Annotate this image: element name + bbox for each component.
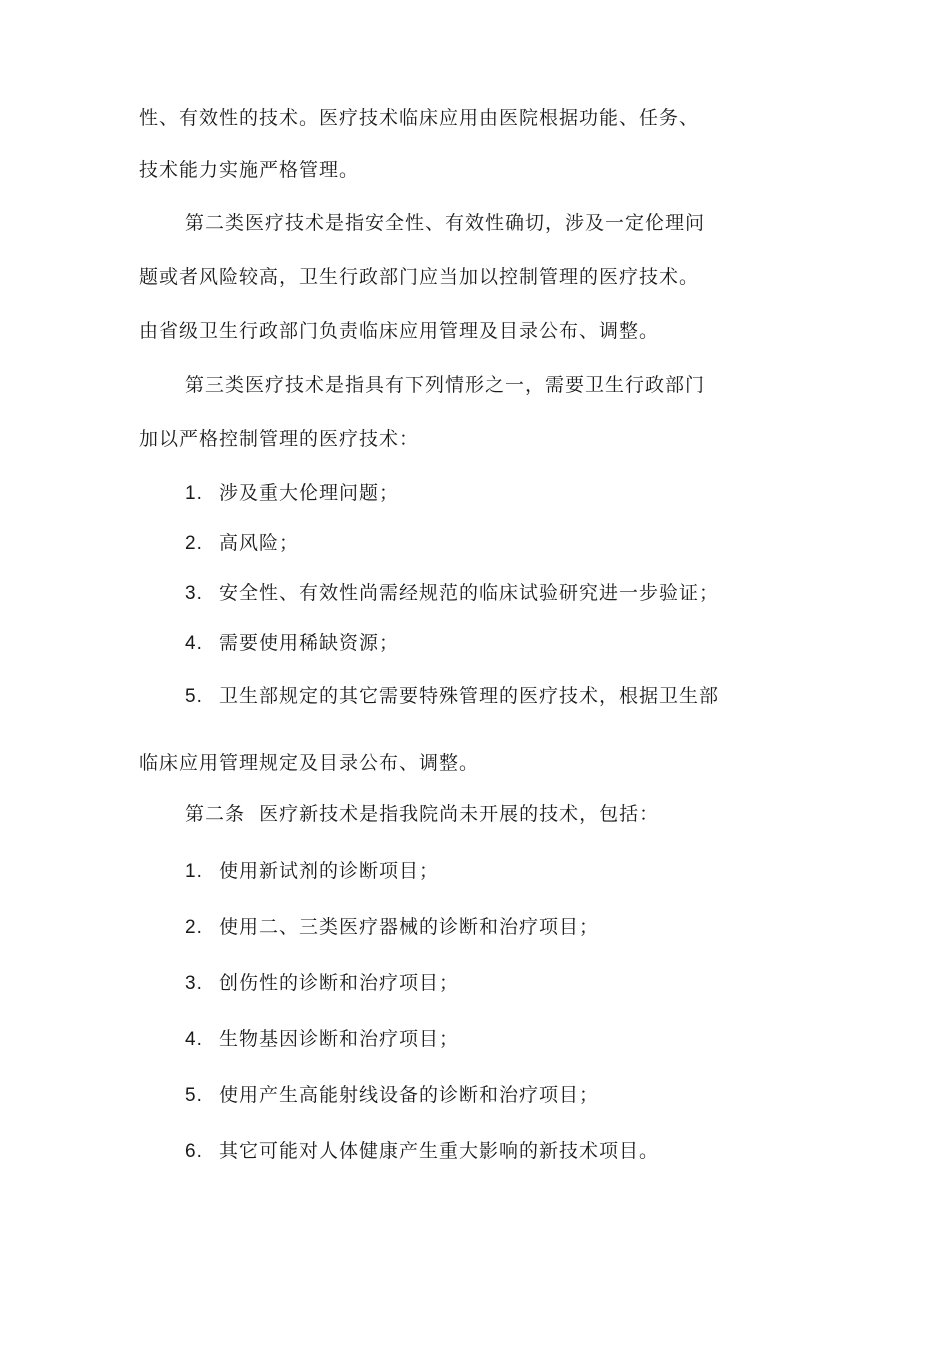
list-item-number: 4. <box>185 1029 203 1050</box>
list-item-text: 涉及重大伦理问题； <box>219 482 400 504</box>
list-item <box>185 531 299 556</box>
list-item-text: 使用新试剂的诊断项目； <box>219 860 440 882</box>
list-item <box>185 581 719 606</box>
list-item-number: 6. <box>185 1141 203 1162</box>
list-item-text: 使用产生高能射线设备的诊断和治疗项目； <box>219 1084 600 1106</box>
list-item-text: 使用二、三类医疗器械的诊断和治疗项目； <box>219 916 600 938</box>
article-2-heading: 第二条 医疗新技术是指我院尚未开展的技术，包括： <box>185 803 660 825</box>
list-item <box>185 1139 659 1164</box>
list-item-number: 3. <box>185 583 203 604</box>
paragraph-2-line-2: 题或者风险较高，卫生行政部门应当加以控制管理的医疗技术。 <box>139 266 700 288</box>
list-item-text: 创伤性的诊断和治疗项目； <box>219 972 460 994</box>
list-item-text: 其它可能对人体健康产生重大影响的新技术项目。 <box>219 1140 660 1162</box>
paragraph-3-tail: 临床应用管理规定及目录公布、调整。 <box>139 752 480 774</box>
paragraph-3-line-2: 加以严格控制管理的医疗技术： <box>139 428 420 450</box>
list-item-number: 4. <box>185 633 203 654</box>
paragraph-3-line-1: 第三类医疗技术是指具有下列情形之一，需要卫生行政部门 <box>185 374 706 396</box>
list-item <box>185 971 459 996</box>
list-item-number: 1. <box>185 483 203 504</box>
list-item <box>185 631 399 656</box>
list-item <box>185 859 439 884</box>
list-item-text: 安全性、有效性尚需经规范的临床试验研究进一步验证； <box>219 582 720 604</box>
paragraph-2-line-1: 第二类医疗技术是指安全性、有效性确切，涉及一定伦理问 <box>185 212 706 234</box>
list-item-text: 需要使用稀缺资源； <box>219 632 400 654</box>
list-item-number: 3. <box>185 973 203 994</box>
list-item <box>185 1083 599 1108</box>
list-item <box>185 481 399 506</box>
list-item-number: 2. <box>185 533 203 554</box>
list-item-number: 5. <box>185 1085 203 1106</box>
list-item-text: 生物基因诊断和治疗项目； <box>219 1028 460 1050</box>
list-item <box>185 684 719 709</box>
paragraph-2-line-3: 由省级卫生行政部门负责临床应用管理及目录公布、调整。 <box>139 320 660 342</box>
list-item <box>185 915 599 940</box>
list-item-number: 2. <box>185 917 203 938</box>
list-item-text: 卫生部规定的其它需要特殊管理的医疗技术，根据卫生部 <box>219 685 720 707</box>
list-item-text: 高风险； <box>219 532 300 554</box>
list-item-number: 1. <box>185 861 203 882</box>
paragraph-1-line-1: 性、有效性的技术。医疗技术临床应用由医院根据功能、任务、 <box>139 107 700 129</box>
list-item <box>185 1027 459 1052</box>
list-item-number: 5. <box>185 686 203 707</box>
paragraph-1-line-2: 技术能力实施严格管理。 <box>139 159 360 181</box>
